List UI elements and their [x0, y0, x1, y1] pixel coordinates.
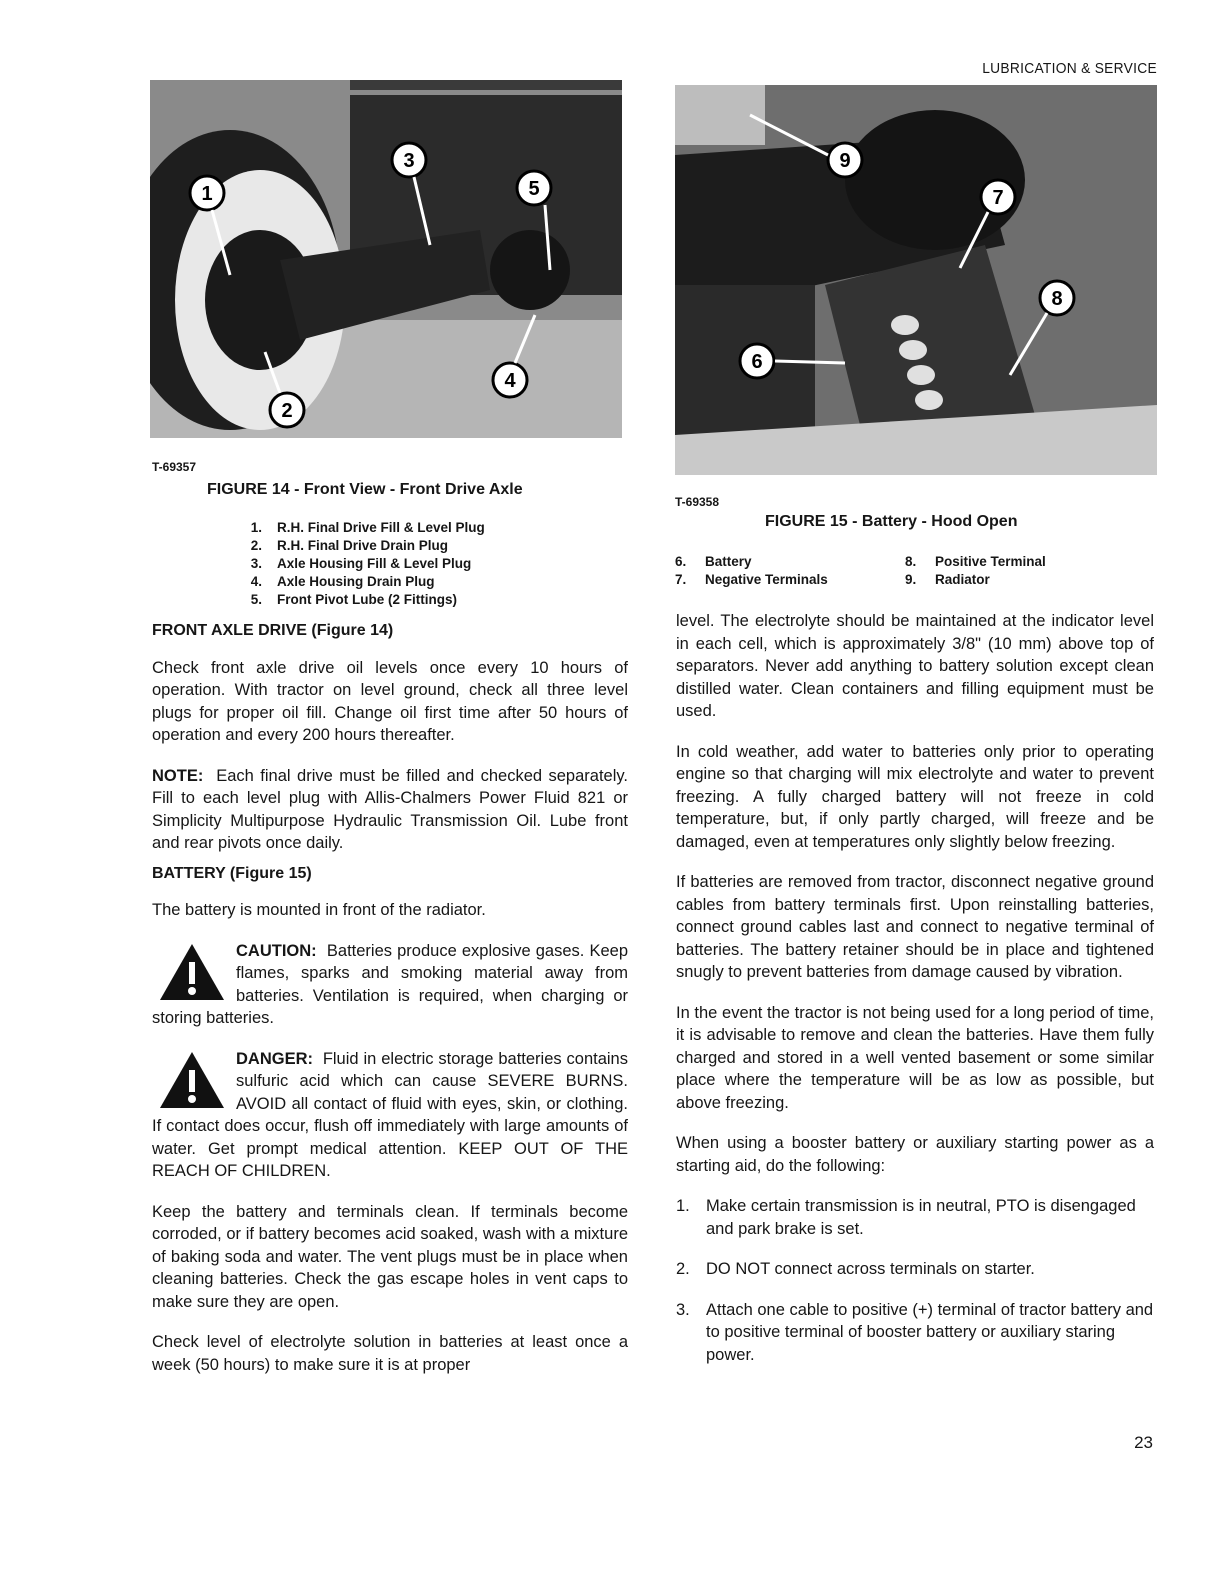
figure-15-id: T-69358	[675, 495, 720, 509]
figure-15-legend	[675, 553, 1115, 589]
legend-item: 7. Negative Terminals	[675, 572, 828, 587]
step-item: 3. Attach one cable to positive (+) terminal of tractor battery and to positive terminal of booster battery or auxiliary staring power.	[676, 1300, 1154, 1364]
figure-14-legend	[232, 519, 485, 609]
warning-triangle-icon	[152, 940, 232, 1006]
callout-6: 6	[751, 351, 763, 373]
danger-label: DANGER:	[236, 1049, 313, 1068]
clean-paragraph: Keep the battery and terminals clean. If terminals become corroded, or if battery becomes acid soaked, wash with a mixture of baking soda and water. The vent plugs must be in place when cleaning batteries. Check the gas escape holes in vent caps to make sure they are open.	[152, 1202, 628, 1311]
removal-paragraph: If batteries are removed from tractor, disconnect negative ground cables from battery terminals first. Upon reinstalling batteries, connect ground cables last and connect to negative terminal of batteries. The battery retainer should be in place and tightened snugly to prevent batteries from damage caused by vibration.	[676, 873, 1154, 981]
figure-14-title: FIGURE 14 - Front View - Front Drive Axle	[207, 481, 523, 498]
figure-15-title: FIGURE 15 - Battery - Hood Open	[765, 513, 1018, 530]
callout-8: 8	[1051, 288, 1063, 310]
legend-item: 4. Axle Housing Drain Plug	[250, 574, 435, 589]
callout-9: 9	[839, 150, 851, 172]
callout-4: 4	[504, 370, 516, 392]
battery-illustration	[675, 85, 1157, 475]
legend-item: 3. Axle Housing Fill & Level Plug	[250, 556, 472, 571]
callout-5: 5	[528, 178, 540, 200]
figure-15-photo	[675, 85, 1157, 475]
page-number: 23	[1134, 1433, 1153, 1452]
battery-intro: The battery is mounted in front of the radiator.	[152, 901, 486, 919]
caution-label: CAUTION:	[236, 941, 317, 960]
note-paragraph: NOTE: Each final drive must be filled and checked separately. Fill to each level plug with Allis-Chalmers Power Fluid 821 or Simplicity Multipurpose Hydraulic Transmission Oil. Lube front and rear pivots once daily.	[152, 766, 628, 852]
step-item: 2. DO NOT connect across terminals on starter.	[676, 1260, 1035, 1278]
caution-block: CAUTION: Batteries produce explosive gases. Keep flames, sparks and smoking material away from batteries. Ventilation is required, when charging or storing batteries.	[152, 941, 629, 1027]
callout-7: 7	[992, 187, 1004, 209]
callout-3: 3	[403, 150, 415, 172]
legend-item: 5. Front Pivot Lube (2 Fittings)	[250, 592, 457, 607]
legend-item: 8. Positive Terminal	[905, 554, 1046, 569]
legend-item: 6. Battery	[675, 554, 752, 569]
cold-weather-paragraph: In cold weather, add water to batteries only prior to operating engine so that charging will mix electrolyte and water to prevent freezing. A fully charged battery will not freeze in cold temperature, but, if only partly charged, will freeze and be damaged, even at temperatures only slightly below freezing.	[676, 742, 1154, 851]
battery-heading: BATTERY (Figure 15)	[152, 864, 312, 882]
electrolyte-paragraph: Check level of electrolyte solution in batteries at least once a week (50 hours) to make sure it is at proper	[152, 1333, 628, 1374]
front-axle-heading: FRONT AXLE DRIVE (Figure 14)	[152, 622, 394, 639]
front-axle-illustration	[150, 80, 622, 438]
section-header: LUBRICATION & SERVICE	[982, 60, 1157, 77]
front-axle-paragraph: Check front axle drive oil levels once every 10 hours of operation. With tractor on level ground, check all three level plugs for proper oil fill. Change oil first time after 50 hours of operation and every 200 hours thereafter.	[152, 658, 628, 744]
note-label: NOTE:	[152, 766, 204, 785]
storage-paragraph: In the event the tractor is not being used for a long period of time, it is advisable to remove and clean the batteries. Have them fully charged and stored in a well vented basement or some similar place where the temperature will be as low as possible, but above freezing.	[676, 1003, 1154, 1112]
legend-item: 2. R.H. Final Drive Drain Plug	[250, 538, 449, 553]
callout-1: 1	[201, 183, 213, 205]
figure-14-photo	[150, 80, 622, 438]
warning-triangle-icon	[152, 1048, 232, 1114]
legend-item: 9. Radiator	[905, 572, 990, 587]
step-item: 1. Make certain transmission is in neutral, PTO is disengaged and park brake is set.	[676, 1197, 1136, 1238]
left-column	[152, 620, 628, 1394]
booster-steps	[676, 1195, 1154, 1366]
legend-item: 1. R.H. Final Drive Fill & Level Plug	[250, 520, 485, 535]
danger-block: DANGER: Fluid in electric storage batteries contains sulfuric acid which can cause SEVERE BURNS. AVOID all contact of fluid with eyes, skin, or clothing. If contact does occur, flush off immediately with large amounts of water. Get prompt medical attention. KEEP OUT OF THE REACH OF CHILDREN.	[152, 1049, 628, 1180]
right-column	[676, 610, 1154, 1384]
figure-14-id: T-69357	[152, 460, 197, 474]
level-paragraph: level. The electrolyte should be maintained at the indicator level in each cell, which is approximately 3/8" (10 mm) above top of separators. Never add anything to battery solution except clean distilled water. Clean containers and filling equipment must be used.	[676, 612, 1154, 720]
booster-intro: When using a booster battery or auxiliary starting power as a starting aid, do the following:	[676, 1134, 1154, 1175]
callout-2: 2	[281, 400, 293, 422]
